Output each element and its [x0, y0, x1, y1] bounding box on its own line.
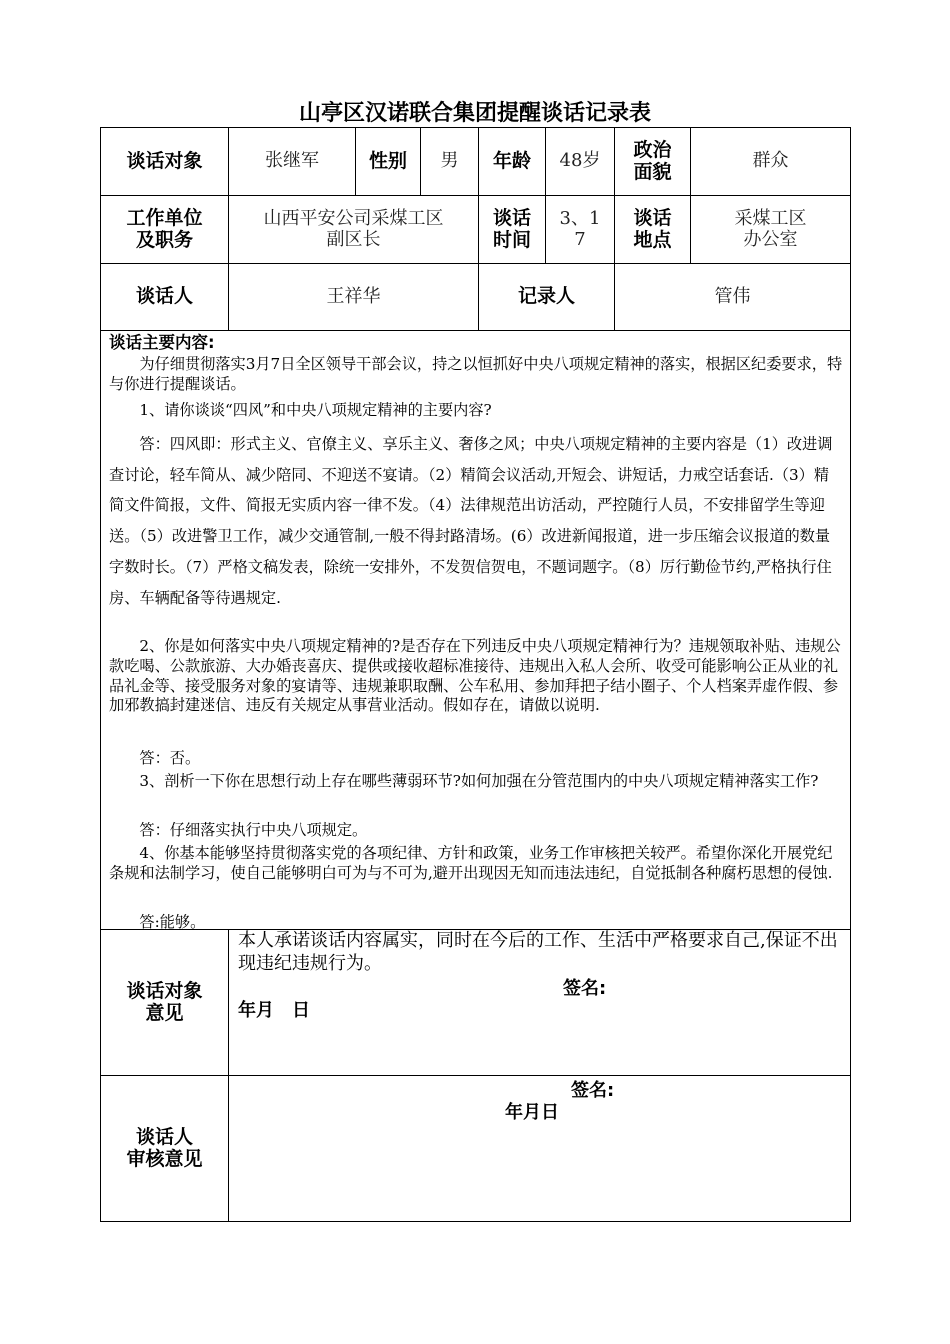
- question-4: 4、你基本能够坚持贯彻落实党的各项纪律、方针和政策，业务工作审核把关较严。希望你深化开展党纪条规和法制学习，使自己能够明白可为与不可为,避开出现因无知而违法违纪，自觉抵制各种腐朽思想的侵蚀.: [109, 844, 833, 882]
- recorder-value: 管伟: [614, 263, 851, 331]
- gender-label: 性别: [355, 127, 421, 196]
- subject-label: 谈话对象: [100, 127, 229, 196]
- talk-content: [100, 330, 851, 930]
- review-label: 谈话人 审核意见: [100, 1075, 229, 1222]
- subject-opinion-text: 本人承诺谈话内容属实，同时在今后的工作、生活中严格要求自己,保证不出现违纪违规行为。: [238, 930, 838, 974]
- review-sign-label: 签名:: [571, 1080, 615, 1101]
- question-3: 3、剖析一下你在思想行动上存在哪些薄弱环节?如何加强在分管范围内的中央八项规定精神落实工作?: [139, 772, 819, 790]
- time-value: 3、1 7: [545, 195, 615, 264]
- recorder-label: 记录人: [478, 263, 615, 331]
- time-label: 谈话 时间: [478, 195, 546, 264]
- age-value: 48岁: [545, 127, 615, 196]
- content-intro: 为仔细贯彻落实3月7日全区领导干部会议，持之以恒抓好中央八项规定精神的落实，根据区纪委要求，特与你进行提醒谈话。: [109, 355, 843, 393]
- answer-4: 答:能够。: [139, 913, 206, 930]
- content-heading: 谈话主要内容:: [109, 333, 215, 352]
- subject-opinion-label: 谈话对象 意见: [100, 929, 229, 1076]
- subject-date-label: 年月 日: [238, 1000, 310, 1021]
- place-value: 采煤工区 办公室: [690, 195, 851, 264]
- question-1: 1、请你谈谈“四风”和中央八项规定精神的主要内容?: [139, 401, 492, 419]
- unit-value: 山西平安公司采煤工区 副区长: [228, 195, 479, 264]
- subject-value: 张继军: [228, 127, 356, 196]
- age-label: 年龄: [478, 127, 546, 196]
- review-date-label: 年月日: [505, 1102, 559, 1123]
- answer-2: 答：否。: [139, 749, 201, 767]
- unit-label: 工作单位 及职务: [100, 195, 229, 264]
- talker-value: 王祥华: [228, 263, 479, 331]
- talker-label: 谈话人: [100, 263, 229, 331]
- place-label: 谈话 地点: [614, 195, 691, 264]
- answer-1: 答：四风即：形式主义、官僚主义、享乐主义、奢侈之风；中央八项规定精神的主要内容是（1）改进调查讨论，轻车简从、减少陪同、不迎送不宴请。（2）精简会议活动,开短会、讲短话，力戒空话套话.（3）精简文件简报，文件、简报无实质内容一律不发。（4）法律规范出访活动，严控随行人员，不安排留学生等迎送。（5）改进警卫工作，减少交通管制,一般不得封路清场。(6）改进新闻报道，进一步压缩会议报道的数量字数时长。（7）严格文稿发表，除统一安排外，不发贺信贺电，不题词题字。（8）厉行勤俭节约,严格执行住房、车辆配备等待遇规定.: [109, 435, 833, 607]
- answer-3: 答：仔细落实执行中央八项规定。: [139, 821, 368, 839]
- political-value: 群众: [690, 127, 851, 196]
- subject-sign-label: 签名:: [563, 978, 607, 999]
- gender-value: 男: [420, 127, 479, 196]
- document-title: 山亭区汉诺联合集团提醒谈话记录表: [298, 101, 651, 126]
- question-2: 2、你是如何落实中央八项规定精神的?是否存在下列违反中央八项规定精神行为？违规领取补贴、违规公款吃喝、公款旅游、大办婚丧喜庆、提供或接收超标准接待、违规出入私人会所、收受可能影响公正从业的礼品礼金等、接受服务对象的宴请等、违规兼职取酬、公车私用、参加拜把子结小圈子、个人档案弄虚作假、参加邪教搞封建迷信、违反有关规定从事营业活动。假如存在，请做以说明.: [109, 637, 841, 715]
- political-label: 政治 面貌: [614, 127, 691, 196]
